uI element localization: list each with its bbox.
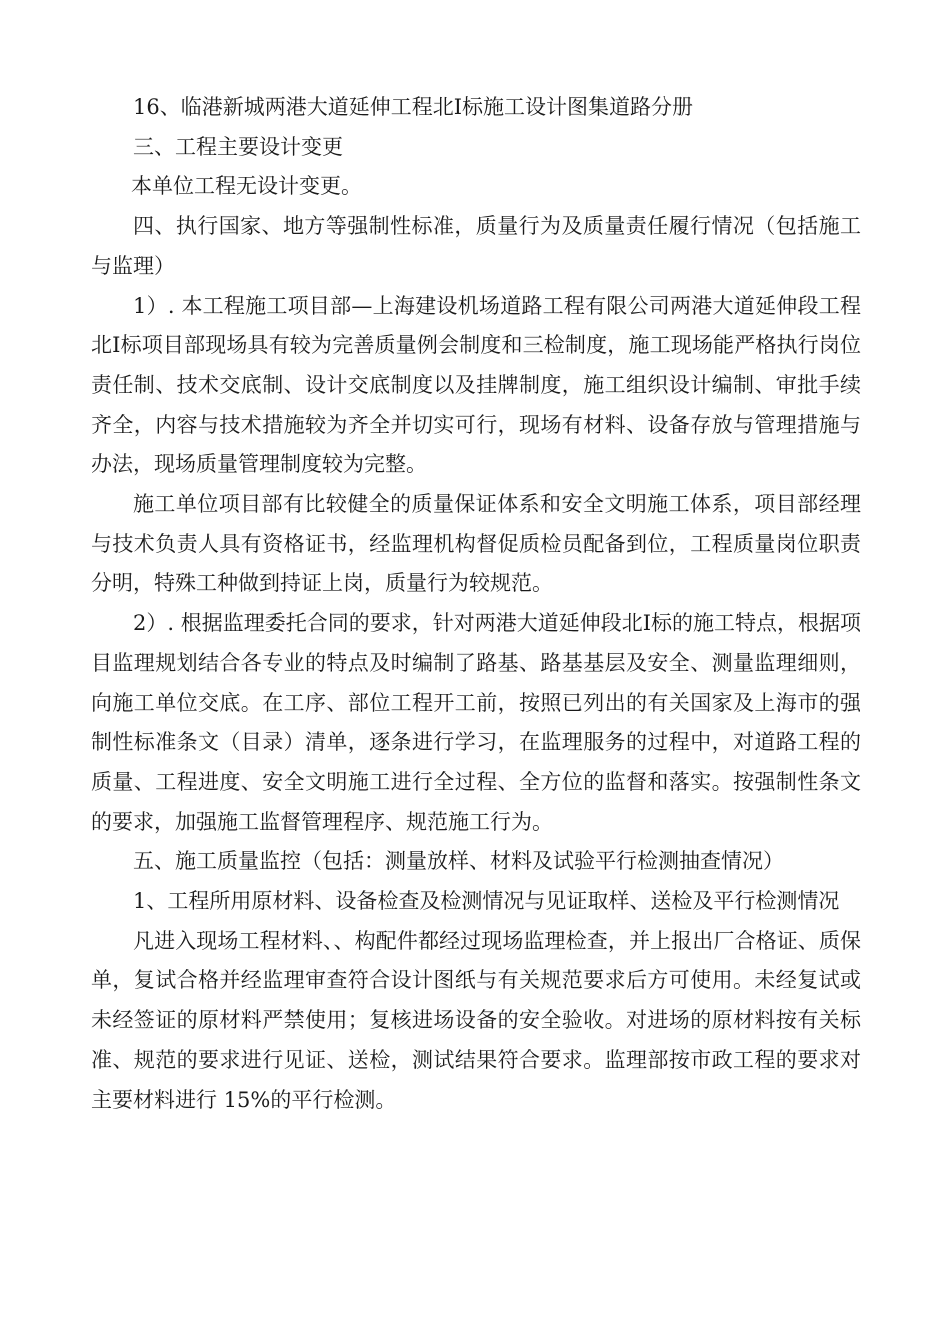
paragraph-materials-details: 凡进入现场工程材料、、构配件都经过现场监理检查，并上报出厂合格证、质保单，复试合格并经监理审查符合设计图纸与有关规范要求后方可使用。未经复试或未经签证的原材料严禁使用；复核进场设备的安全验收。对进场的原材料按有关标准、规范的要求进行见证、送检，测试结果符合要求。监理部按市政工程的要求对主要材料进行 15%的平行检测。 bbox=[91, 928, 861, 1112]
document-body bbox=[91, 88, 861, 1120]
paragraph-drawing-reference: 16、临港新城两港大道延伸工程北I标施工设计图集道路分册 bbox=[133, 95, 694, 119]
paragraph-construction-project-dept: 1）. 本工程施工项目部—上海建设机场道路工程有限公司两港大道延伸段工程北I标项目部现场具有较为完善质量例会制度和三检制度，施工现场能严格执行岗位责任制、技术交底制、设计交底制度以及挂牌制度，施工组织设计编制、审批手续齐全，内容与技术措施较为齐全并切实可行，现场有材料、设备存放与管理措施与办法，现场质量管理制度较为完整。 bbox=[91, 293, 861, 477]
heading-mandatory-standards: 四、执行国家、地方等强制性标准，质量行为及质量责任履行情况（包括施工与监理） bbox=[91, 214, 861, 278]
heading-quality-monitoring: 五、施工质量监控（包括：测量放样、材料及试验平行检测抽查情况） bbox=[133, 849, 784, 874]
paragraph-no-design-change: 本单位工程无设计变更。 bbox=[131, 174, 362, 199]
paragraph-quality-system: 施工单位项目部有比较健全的质量保证体系和安全文明施工体系，项目部经理与技术负责人具有资格证书，经监理机构督促质检员配备到位，工程质量岗位职责分明，特殊工种做到持证上岗，质量行为较规范。 bbox=[91, 492, 861, 596]
paragraph-supervision-contract: 2）. 根据监理委托合同的要求，针对两港大道延伸段北I标的施工特点，根据项目监理规划结合各专业的特点及时编制了路基、路基基层及安全、测量监理细则，向施工单位交底。在工序、部位工程开工前，按照已列出的有关国家及上海市的强制性标准条文（目录）清单，逐条进行学习，在监理服务的过程中，对道路工程的质量、工程进度、安全文明施工进行全过程、全方位的监督和落实。按强制性条文的要求，加强施工监督管理程序、规范施工行为。 bbox=[91, 611, 862, 834]
heading-materials-inspection: 1、工程所用原材料、设备检查及检测情况与见证取样、送检及平行检测情况 bbox=[133, 889, 840, 914]
heading-design-changes: 三、工程主要设计变更 bbox=[133, 134, 343, 159]
